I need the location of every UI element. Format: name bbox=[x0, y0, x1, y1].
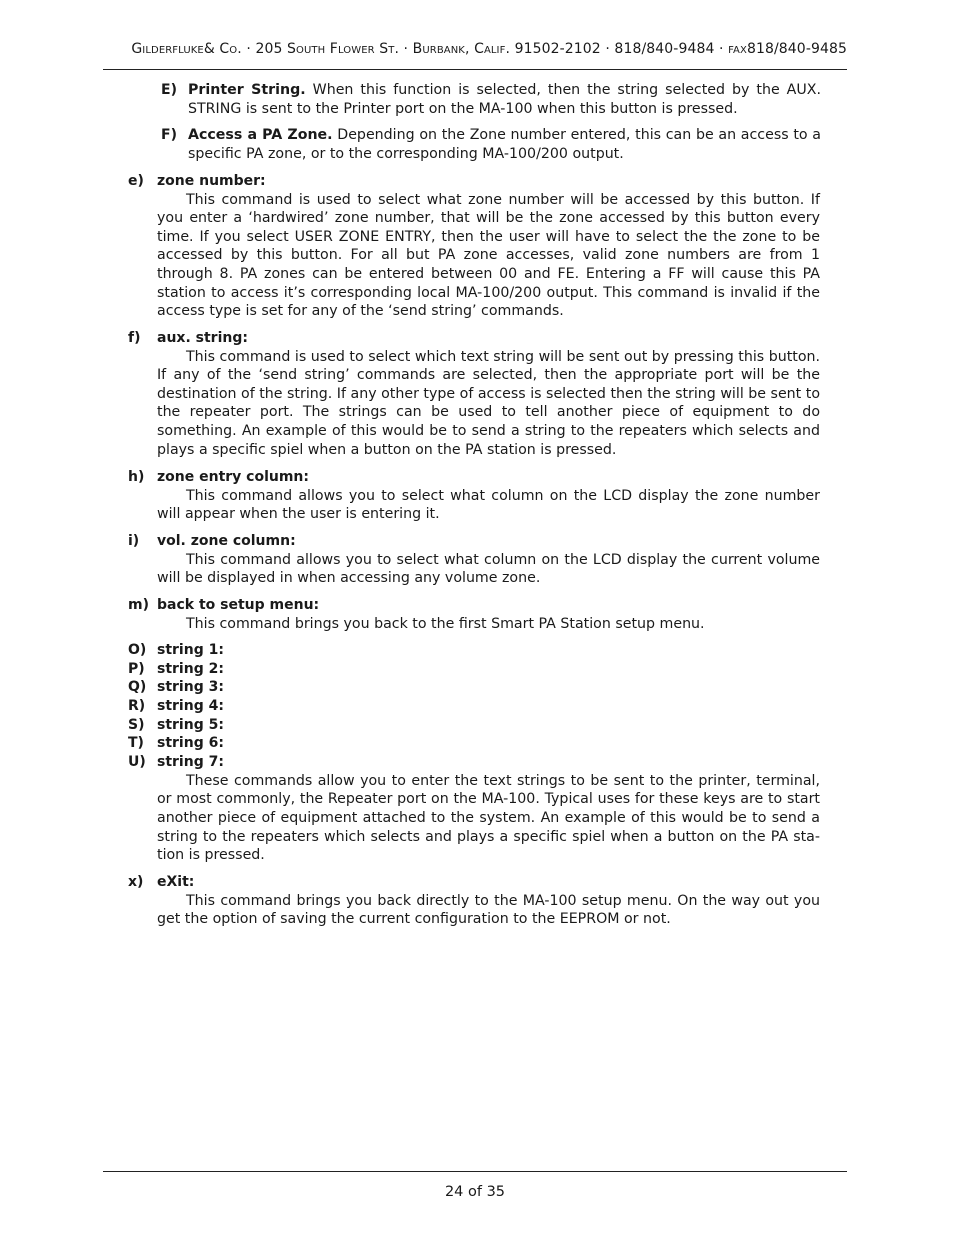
section-body: This command brings you back directly to the MA-100 setup menu. On the way out you get the option of saving the current configuration to the EEPROM or not. bbox=[157, 892, 820, 928]
section-back-to-setup-menu bbox=[128, 596, 820, 633]
subitem-label: F) bbox=[161, 127, 177, 143]
section-zone-number bbox=[128, 172, 820, 321]
header-sep1: · 205 bbox=[241, 41, 288, 57]
string-title: string 3: bbox=[157, 679, 224, 696]
string-title: string 2: bbox=[157, 660, 224, 677]
string-row bbox=[128, 734, 820, 753]
section-title: back to setup menu: bbox=[157, 597, 320, 613]
section-label: f) bbox=[128, 330, 141, 346]
string-title: string 4: bbox=[157, 698, 224, 715]
string-label: P) bbox=[128, 660, 145, 677]
section-title: zone number: bbox=[157, 173, 266, 189]
string-title: string 5: bbox=[157, 716, 224, 733]
section-title: eXit: bbox=[157, 874, 195, 890]
header-fax-number: 818/840-9485 bbox=[746, 41, 847, 57]
string-row bbox=[128, 716, 820, 735]
string-row bbox=[128, 678, 820, 697]
string-title: string 1: bbox=[157, 642, 224, 658]
subitem-desc: Depending on the Zone number entered, this can be an access to a specific PA zone, or to the corresponding MA-100/200 output. bbox=[188, 127, 821, 162]
subitem-label: E) bbox=[161, 82, 177, 98]
subitem-title: Access a PA Zone. bbox=[188, 127, 333, 143]
section-label: m) bbox=[128, 597, 149, 613]
page-header bbox=[103, 40, 847, 59]
string-row bbox=[128, 660, 820, 679]
string-title: string 7: bbox=[157, 754, 224, 771]
string-label: T) bbox=[128, 735, 144, 752]
section-vol-zone-column bbox=[128, 532, 820, 588]
string-row bbox=[128, 641, 820, 660]
string-label: S) bbox=[128, 716, 145, 733]
section-aux-string bbox=[128, 329, 820, 459]
section-body: This command is used to select what zone number will be accessed by this button. If you enter a ‘hardwired’ zone number, that will be the zone accessed by this button every time. If you select USER ZONE ENTRY, then the user will have to select the the zone to be accessed by this button. For all but PA zone accesses, valid zone numbers are from 1 through 8. PA zones can be entered between 00 and FE. Entering a FF will cause this PA station to access it’s corresponding local MA-100/200 output. This command is invalid if the access type is set for any of the ‘send string’ commands. bbox=[157, 191, 820, 320]
header-amp: & bbox=[203, 41, 220, 57]
section-body: This command allows you to select what column on the LCD display the current volume will be displayed in when accessing any volume zone. bbox=[157, 551, 820, 587]
subitem-title: Printer String. bbox=[188, 82, 306, 98]
header-fax-label: fax bbox=[728, 41, 747, 57]
string-label: O) bbox=[128, 642, 147, 658]
header-city: Burbank, Calif. bbox=[412, 41, 511, 57]
section-body: This command brings you back to the first Smart PA Station setup menu. bbox=[186, 615, 705, 632]
section-label: i) bbox=[128, 533, 140, 549]
section-title: zone entry column: bbox=[157, 469, 309, 485]
subitem-e bbox=[161, 81, 821, 118]
page-number: 24 of 35 bbox=[444, 1184, 506, 1200]
string-label: U) bbox=[128, 754, 146, 771]
section-label: x) bbox=[128, 874, 144, 890]
subitem-text bbox=[188, 81, 821, 118]
section-strings bbox=[128, 641, 820, 865]
string-row bbox=[128, 753, 820, 772]
header-zip-phone: 91502-2102 · 818/840-9484 · bbox=[510, 41, 729, 57]
header-co: Co. bbox=[219, 41, 242, 57]
strings-body: These commands allow you to enter the text strings to be sent to the printer, terminal, or most commonly, the Repeater port on the MA-100. Typical uses for these keys are to start another piece of equipment attached to the system. An example of this would be to send a string to the repeaters which selects and plays a specific spiel when a button on the PA station is pressed. bbox=[157, 772, 820, 864]
string-label: Q) bbox=[128, 679, 147, 696]
header-sep2: · bbox=[399, 41, 413, 57]
string-title: string 6: bbox=[157, 735, 224, 752]
section-label: h) bbox=[128, 469, 145, 485]
string-row bbox=[128, 697, 820, 716]
section-label: e) bbox=[128, 173, 144, 189]
header-company: Gilderfluke bbox=[131, 41, 204, 57]
section-body: This command is used to select which text string will be sent out by pressing this button. If any of the ‘send string’ commands are selected, then the appropriate port will be the destination of the string. If any other type of access is selected then the string will be sent to the repeater port. The strings can be used to tell another piece of equipment to do something. An example of this would be to send a string to the repeaters which selects and plays a specific spiel when a button on the PA station is pressed. bbox=[157, 348, 820, 458]
section-title: vol. zone column: bbox=[157, 533, 296, 549]
subitem-f bbox=[161, 126, 821, 163]
string-label: R) bbox=[128, 698, 146, 715]
section-exit bbox=[128, 873, 820, 929]
header-street: South Flower St. bbox=[287, 41, 399, 57]
subitem-desc: When this function is selected, then the string selected by the AUX. STRING is sent to the Printer port on the MA-100 when this button is pressed. bbox=[188, 82, 821, 117]
header-rule bbox=[103, 69, 847, 70]
subitem-text bbox=[188, 126, 821, 163]
footer-rule bbox=[103, 1171, 847, 1172]
section-body: This command allows you to select what column on the LCD display the zone number will appear when the user is entering it. bbox=[157, 487, 820, 523]
section-zone-entry-column bbox=[128, 468, 820, 524]
section-title: aux. string: bbox=[157, 330, 248, 346]
